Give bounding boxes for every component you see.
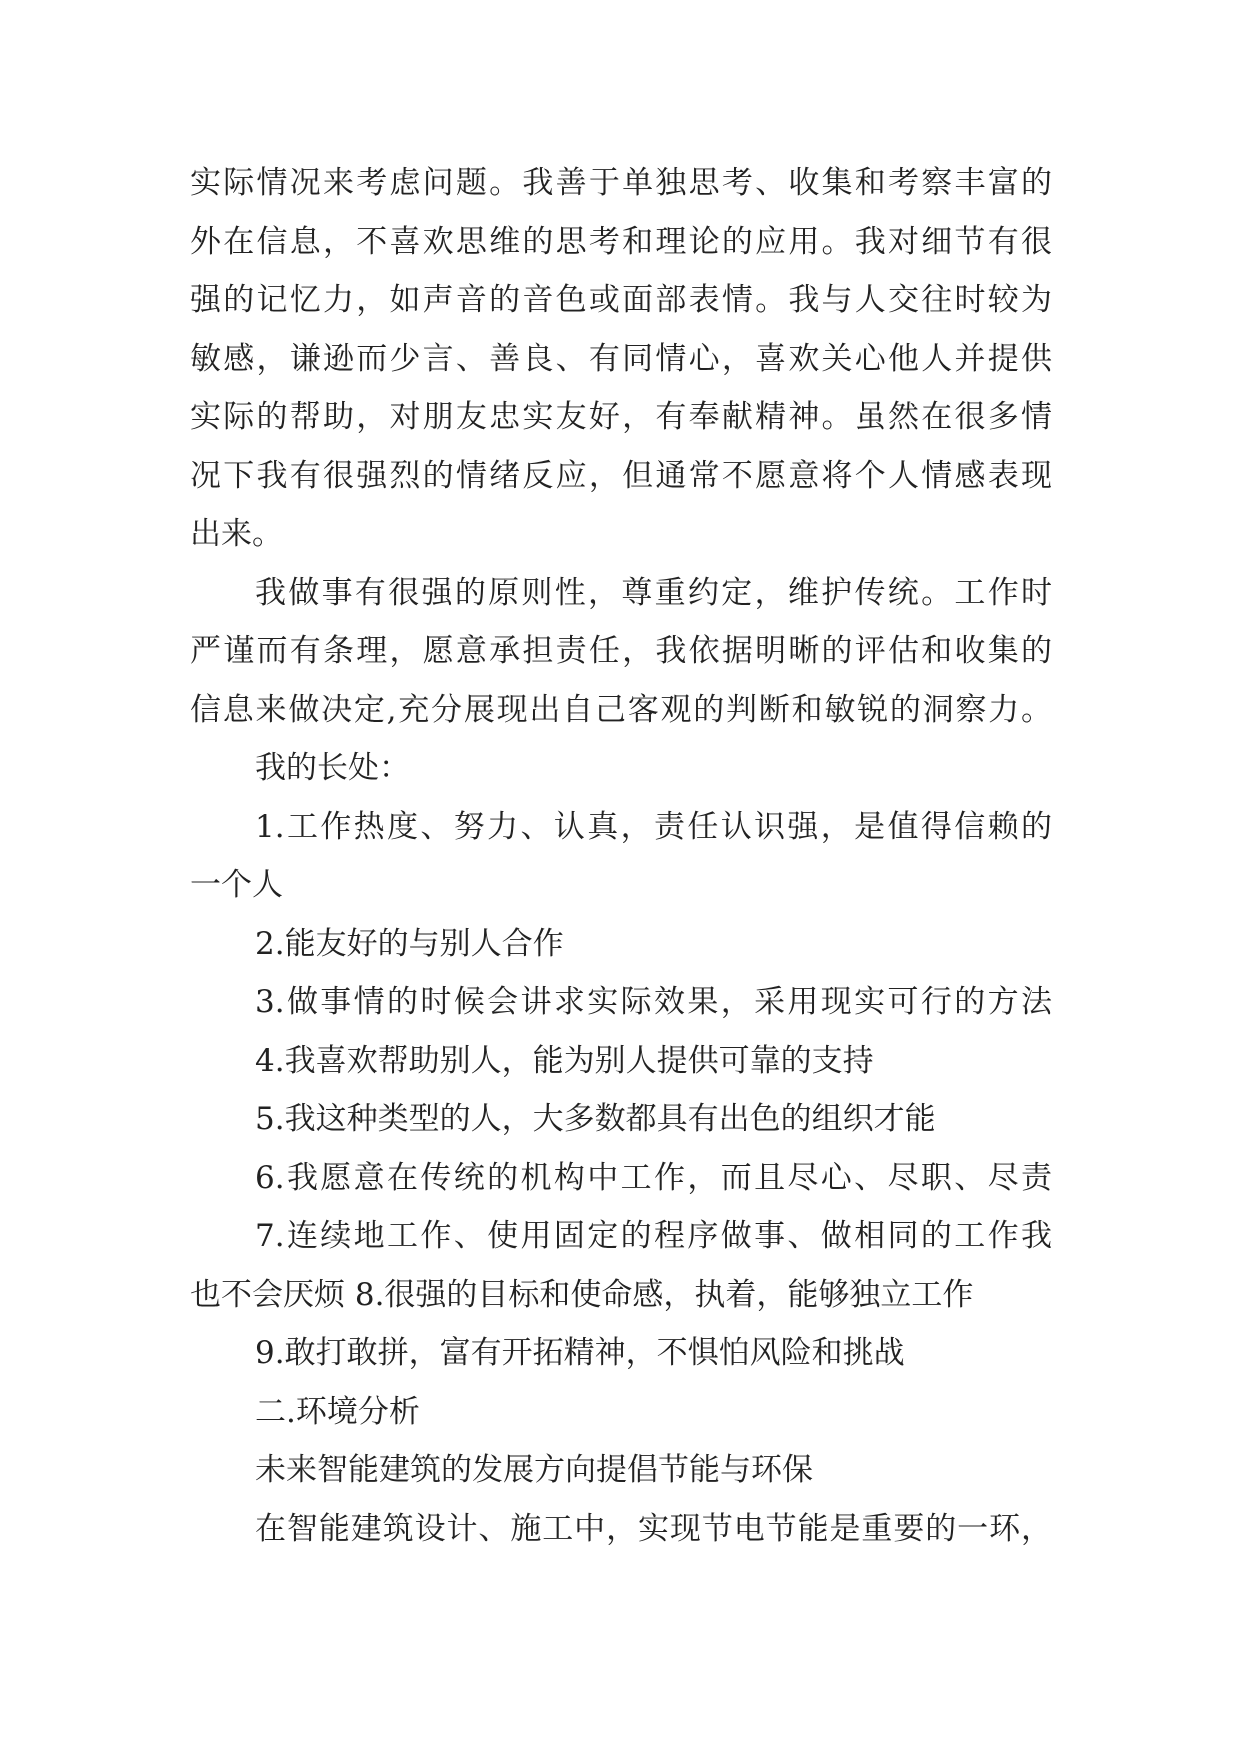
list-item: 9.敢打敢拼，富有开拓精神，不惧怕风险和挑战 bbox=[255, 1335, 905, 1371]
text-line: 信息来做决定,充分展现出自己客观的判断和敏锐的洞察力。 bbox=[190, 691, 1052, 728]
text-line: 实际的帮助，对朋友忠实友好，有奉献精神。虽然在很多情 bbox=[190, 399, 1052, 435]
list-item: 也不会厌烦 8.很强的目标和使命感，执着，能够独立工作 bbox=[190, 1276, 974, 1313]
list-item: 3.做事情的时候会讲求实际效果，采用现实可行的方法 bbox=[255, 984, 1052, 1020]
text-line: 况下我有很强烈的情绪反应，但通常不愿意将个人情感表现 bbox=[190, 457, 1052, 494]
list-item: 1.工作热度、努力、认真，责任认识强，是值得信赖的 bbox=[255, 808, 1052, 845]
text-line: 敏感，谦逊而少言、善良、有同情心，喜欢关心他人并提供 bbox=[190, 340, 1052, 377]
list-item: 5.我这种类型的人，大多数都具有出色的组织才能 bbox=[255, 1101, 936, 1137]
text-line: 我做事有很强的原则性，尊重约定，维护传统。工作时 bbox=[255, 574, 1052, 611]
list-item: 6.我愿意在传统的机构中工作，而且尽心、尽职、尽责 bbox=[255, 1159, 1052, 1196]
list-item: 7.连续地工作、使用固定的程序做事、做相同的工作我 bbox=[255, 1218, 1052, 1254]
text-line: 严谨而有条理，愿意承担责任，我依据明晰的评估和收集的 bbox=[190, 633, 1052, 669]
text-line: 一个人 bbox=[190, 867, 283, 903]
list-item: 2.能友好的与别人合作 bbox=[255, 925, 564, 962]
text-line: 出来。 bbox=[190, 516, 283, 552]
body-text bbox=[190, 154, 1052, 1558]
text-line: 强的记忆力，如声音的音色或面部表情。我与人交往时较为 bbox=[190, 282, 1052, 318]
list-item: 4.我喜欢帮助别人，能为别人提供可靠的支持 bbox=[255, 1042, 874, 1079]
text-line: 外在信息，不喜欢思维的思考和理论的应用。我对细节有很 bbox=[190, 223, 1052, 260]
text-line: 在智能建筑设计、施工中，实现节电节能是重要的一环， bbox=[255, 1510, 1052, 1547]
text-line: 未来智能建筑的发展方向提倡节能与环保 bbox=[255, 1452, 813, 1488]
text-line: 实际情况来考虑问题。我善于单独思考、收集和考察丰富的 bbox=[190, 165, 1052, 201]
section-heading: 二.环境分析 bbox=[255, 1393, 420, 1430]
section-heading: 我的长处： bbox=[255, 750, 410, 786]
